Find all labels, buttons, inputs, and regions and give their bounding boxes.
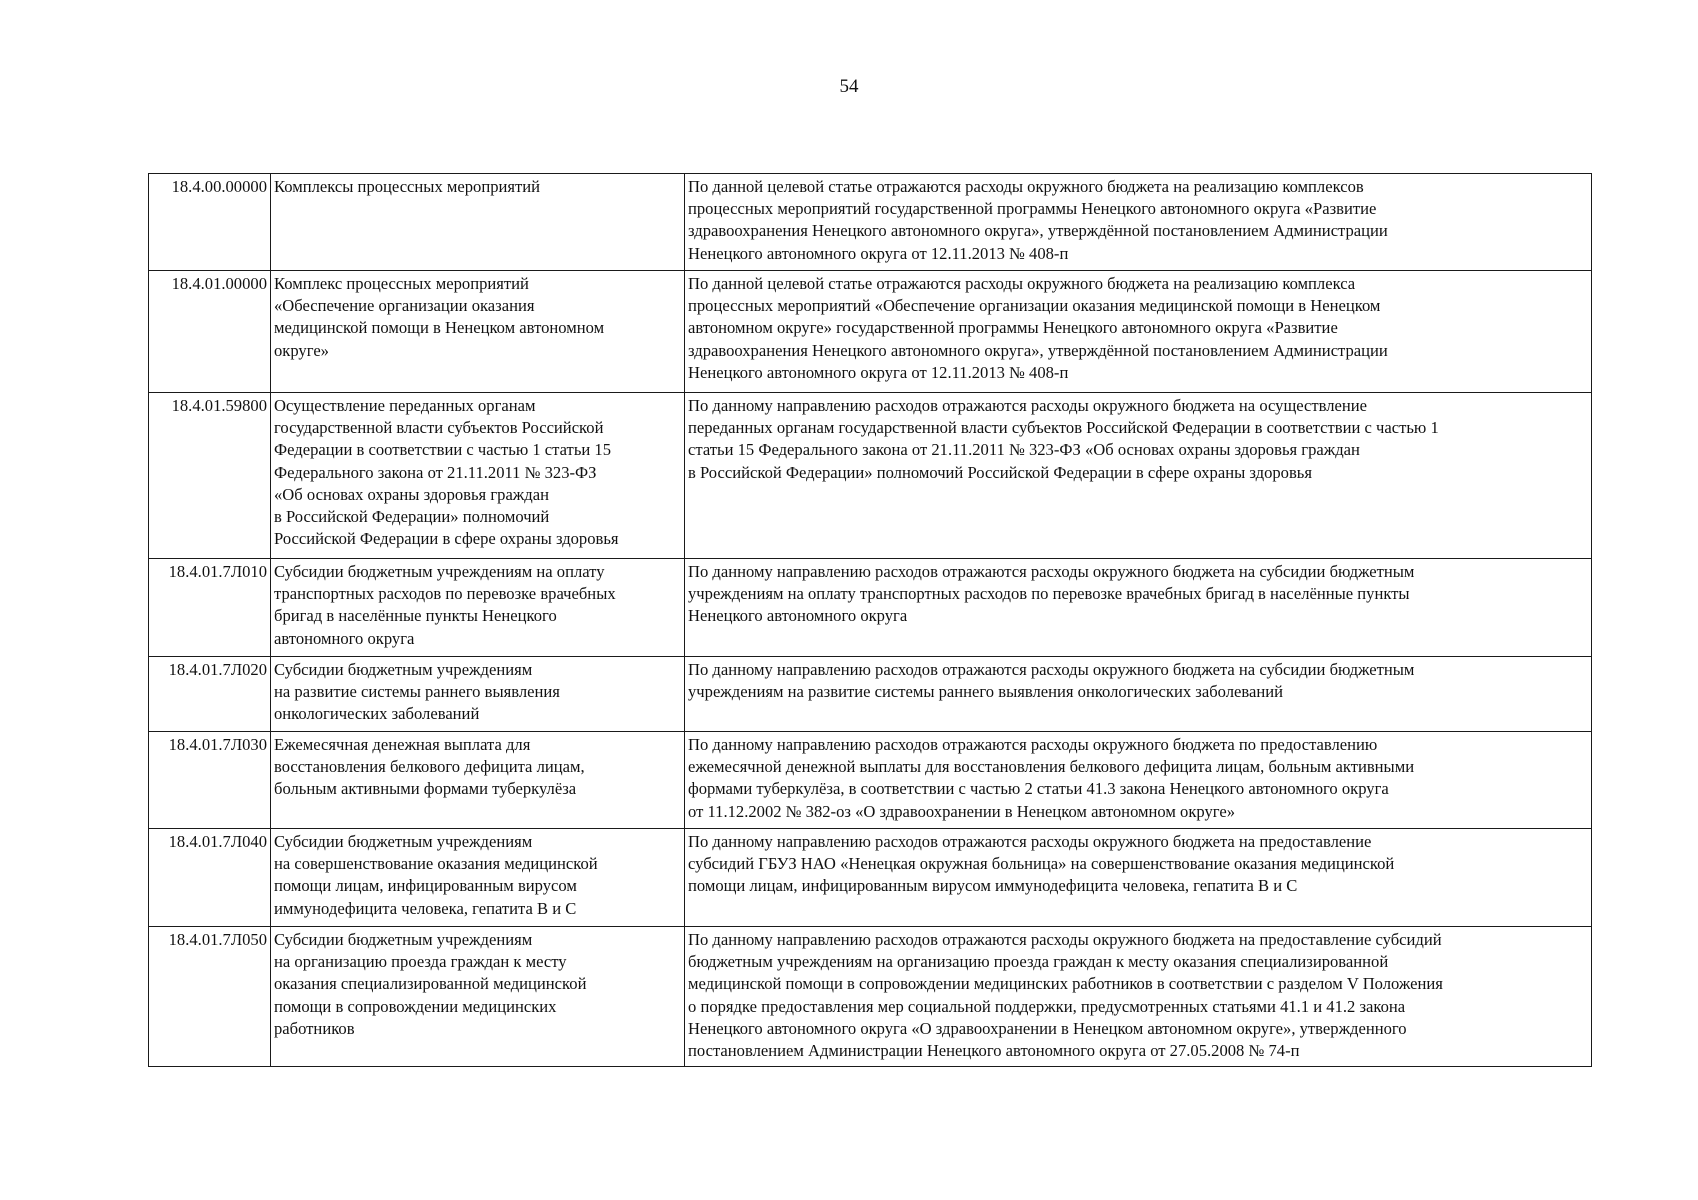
table-row — [149, 559, 1592, 657]
row-code — [149, 927, 271, 1067]
table-row — [149, 927, 1592, 1067]
row-name — [271, 927, 685, 1067]
row-code — [149, 829, 271, 927]
code-text: 18.4.01.7Л030 — [168, 735, 267, 754]
table-row — [149, 174, 1592, 271]
code-text: 18.4.01.7Л010 — [168, 562, 267, 581]
row-description — [685, 393, 1592, 559]
name-text: Комплекс процессных мероприятий «Обеспечение организации оказания медицинской помощи в Ненецком автономном округе» — [274, 274, 605, 360]
code-text: 18.4.00.00000 — [171, 177, 267, 196]
name-text: Субсидии бюджетным учреждениям на совершенствование оказания медицинской помощи лицам, инфицированным вирусом иммунодефицита человека, гепатита В и С — [274, 832, 598, 918]
row-description — [685, 829, 1592, 927]
row-description — [685, 271, 1592, 393]
budget-classification-table — [148, 173, 1592, 1067]
row-name — [271, 174, 685, 271]
row-description — [685, 927, 1592, 1067]
code-text: 18.4.01.7Л040 — [168, 832, 267, 851]
description-text: По данной целевой статье отражаются расходы окружного бюджета на реализацию комплексов процессных мероприятий государственной программы Ненецкого автономного округа «Развитие здравоохранения Ненецкого автономного округа», утверждённой постановлением Администрации Ненецкого автономного округа от 12.11.2013 № 408-п — [688, 177, 1388, 263]
row-name — [271, 393, 685, 559]
name-text: Осуществление переданных органам государственной власти субъектов Российской Федерации в соответствии с частью 1 статьи 15 Федерального закона от 21.11.2011 № 323-ФЗ «Об основах охраны здоровья граждан в Российской Федерации» полномочий Российской Федерации в сфере охраны здоровья — [274, 396, 619, 549]
name-text: Субсидии бюджетным учреждениям на развитие системы раннего выявления онкологических заболеваний — [274, 660, 560, 724]
description-text: По данной целевой статье отражаются расходы окружного бюджета на реализацию комплекса процессных мероприятий «Обеспечение организации оказания медицинской помощи в Ненецком автономном округе» государственной программы Ненецкого автономного округа «Развитие здравоохранения Ненецкого автономного округа», утверждённой постановлением Администрации Ненецкого автономного округа от 12.11.2013 № 408-п — [688, 274, 1388, 382]
row-description — [685, 732, 1592, 829]
page-number: 54 — [839, 76, 859, 97]
code-text: 18.4.01.7Л050 — [168, 930, 267, 949]
description-text: По данному направлению расходов отражаются расходы окружного бюджета на предоставление субсидий ГБУЗ НАО «Ненецкая окружная больница» на совершенствование оказания медицинской помощи лицам, инфицированным вирусом иммунодефицита человека, гепатита В и С — [688, 832, 1395, 896]
row-code — [149, 393, 271, 559]
code-text: 18.4.01.00000 — [171, 274, 267, 293]
row-name — [271, 657, 685, 732]
description-text: По данному направлению расходов отражаются расходы окружного бюджета на осуществление переданных органам государственной власти субъектов Российской Федерации в соответствии с частью 1 статьи 15 Федерального закона от 21.11.2011 № 323-ФЗ «Об основах охраны здоровья граждан в Российской Федерации» полномочий Российской Федерации в сфере охраны здоровья — [688, 396, 1439, 482]
code-text: 18.4.01.59800 — [171, 396, 267, 415]
table-row — [149, 271, 1592, 393]
description-text: По данному направлению расходов отражаются расходы окружного бюджета на субсидии бюджетным учреждениям на оплату транспортных расходов по перевозке врачебных бригад в населённые пункты Ненецкого автономного округа — [688, 562, 1415, 626]
row-description — [685, 559, 1592, 657]
name-text: Комплексы процессных мероприятий — [274, 177, 541, 196]
row-description — [685, 174, 1592, 271]
code-text: 18.4.01.7Л020 — [168, 660, 267, 679]
row-code — [149, 657, 271, 732]
description-text: По данному направлению расходов отражаются расходы окружного бюджета на субсидии бюджетным учреждениям на развитие системы раннего выявления онкологических заболеваний — [688, 660, 1415, 702]
description-text: По данному направлению расходов отражаются расходы окружного бюджета по предоставлению ежемесячной денежной выплаты для восстановления белкового дефицита лицам, больным активными формами туберкулёза, в соответствии с частью 2 статьи 41.3 закона Ненецкого автономного округа от 11.12.2002 № 382-оз «О здравоохранении в Ненецком автономном округе» — [688, 735, 1415, 821]
table-row — [149, 829, 1592, 927]
table-row — [149, 732, 1592, 829]
row-description — [685, 657, 1592, 732]
table-row — [149, 657, 1592, 732]
row-code — [149, 732, 271, 829]
row-name — [271, 829, 685, 927]
row-name — [271, 271, 685, 393]
name-text: Ежемесячная денежная выплата для восстановления белкового дефицита лицам, больным активными формами туберкулёза — [274, 735, 585, 799]
row-code — [149, 559, 271, 657]
row-code — [149, 174, 271, 271]
name-text: Субсидии бюджетным учреждениям на организацию проезда граждан к месту оказания специализированной медицинской помощи в сопровождении медицинских работников — [274, 930, 587, 1038]
row-name — [271, 559, 685, 657]
table-row — [149, 393, 1592, 559]
row-code — [149, 271, 271, 393]
name-text: Субсидии бюджетным учреждениям на оплату транспортных расходов по перевозке врачебных бригад в населённые пункты Ненецкого автономного округа — [274, 562, 616, 648]
description-text: По данному направлению расходов отражаются расходы окружного бюджета на предоставление субсидий бюджетным учреждениям на организацию проезда граждан к месту оказания специализированной медицинской помощи в сопровождении медицинских работников в соответствии с разделом V Положения о порядке предоставления мер социальной поддержки, предусмотренных статьями 41.1 и 41.2 закона Ненецкого автономного округа «О здравоохранении в Ненецком автономном округе», утвержденного постановлением Администрации Ненецкого автономного округа от 27.05.2008 № 74-п — [688, 930, 1443, 1061]
row-name — [271, 732, 685, 829]
